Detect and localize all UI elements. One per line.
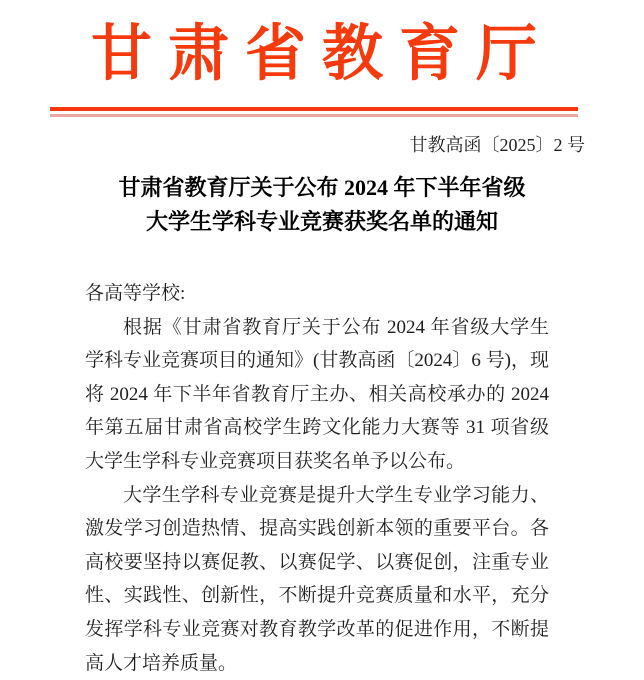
document-reference-number: 甘教高函〔2025〕2 号 [409,135,585,155]
thick-red-rule [50,107,578,111]
notice-title [0,171,644,239]
letterhead-divider [50,107,578,117]
notice-body [85,277,549,680]
salutation: 各高等学校: [85,283,186,304]
notice-title-line-1: 甘肃省教育厅关于公布 2024 年下半年省级 [118,175,526,200]
body-paragraph-2: 大学生学科专业竞赛是提升大学生专业学习能力、激发学习创造热情、提高实践创新本领的重要平台。各高校要坚持以赛促教、以赛促学、以赛促创，注重专业性、实践性、创新性，不断提升竞赛质量和水平，充分发挥学科专业竞赛对教育教学改革的促进作用，不断提高人才培养质量。 [85,484,549,674]
thin-red-rule [50,114,578,117]
notice-title-line-2: 大学生学科专业竞赛获奖名单的通知 [145,209,498,234]
letterhead-org-name: 甘肃省教育厅 [90,21,553,88]
body-paragraph-1: 根据《甘肃省教育厅关于公布 2024 年省级大学生学科专业竞赛项目的通知》(甘教高函〔2024〕6 号)，现将 2024 年下半年省教育厅主办、相关高校承办的 2024 年第五届甘肃省高校学生跨文化能力大赛等 31 项省级大学生学科专业竞赛项目获奖名单予以公布。 [85,316,549,472]
